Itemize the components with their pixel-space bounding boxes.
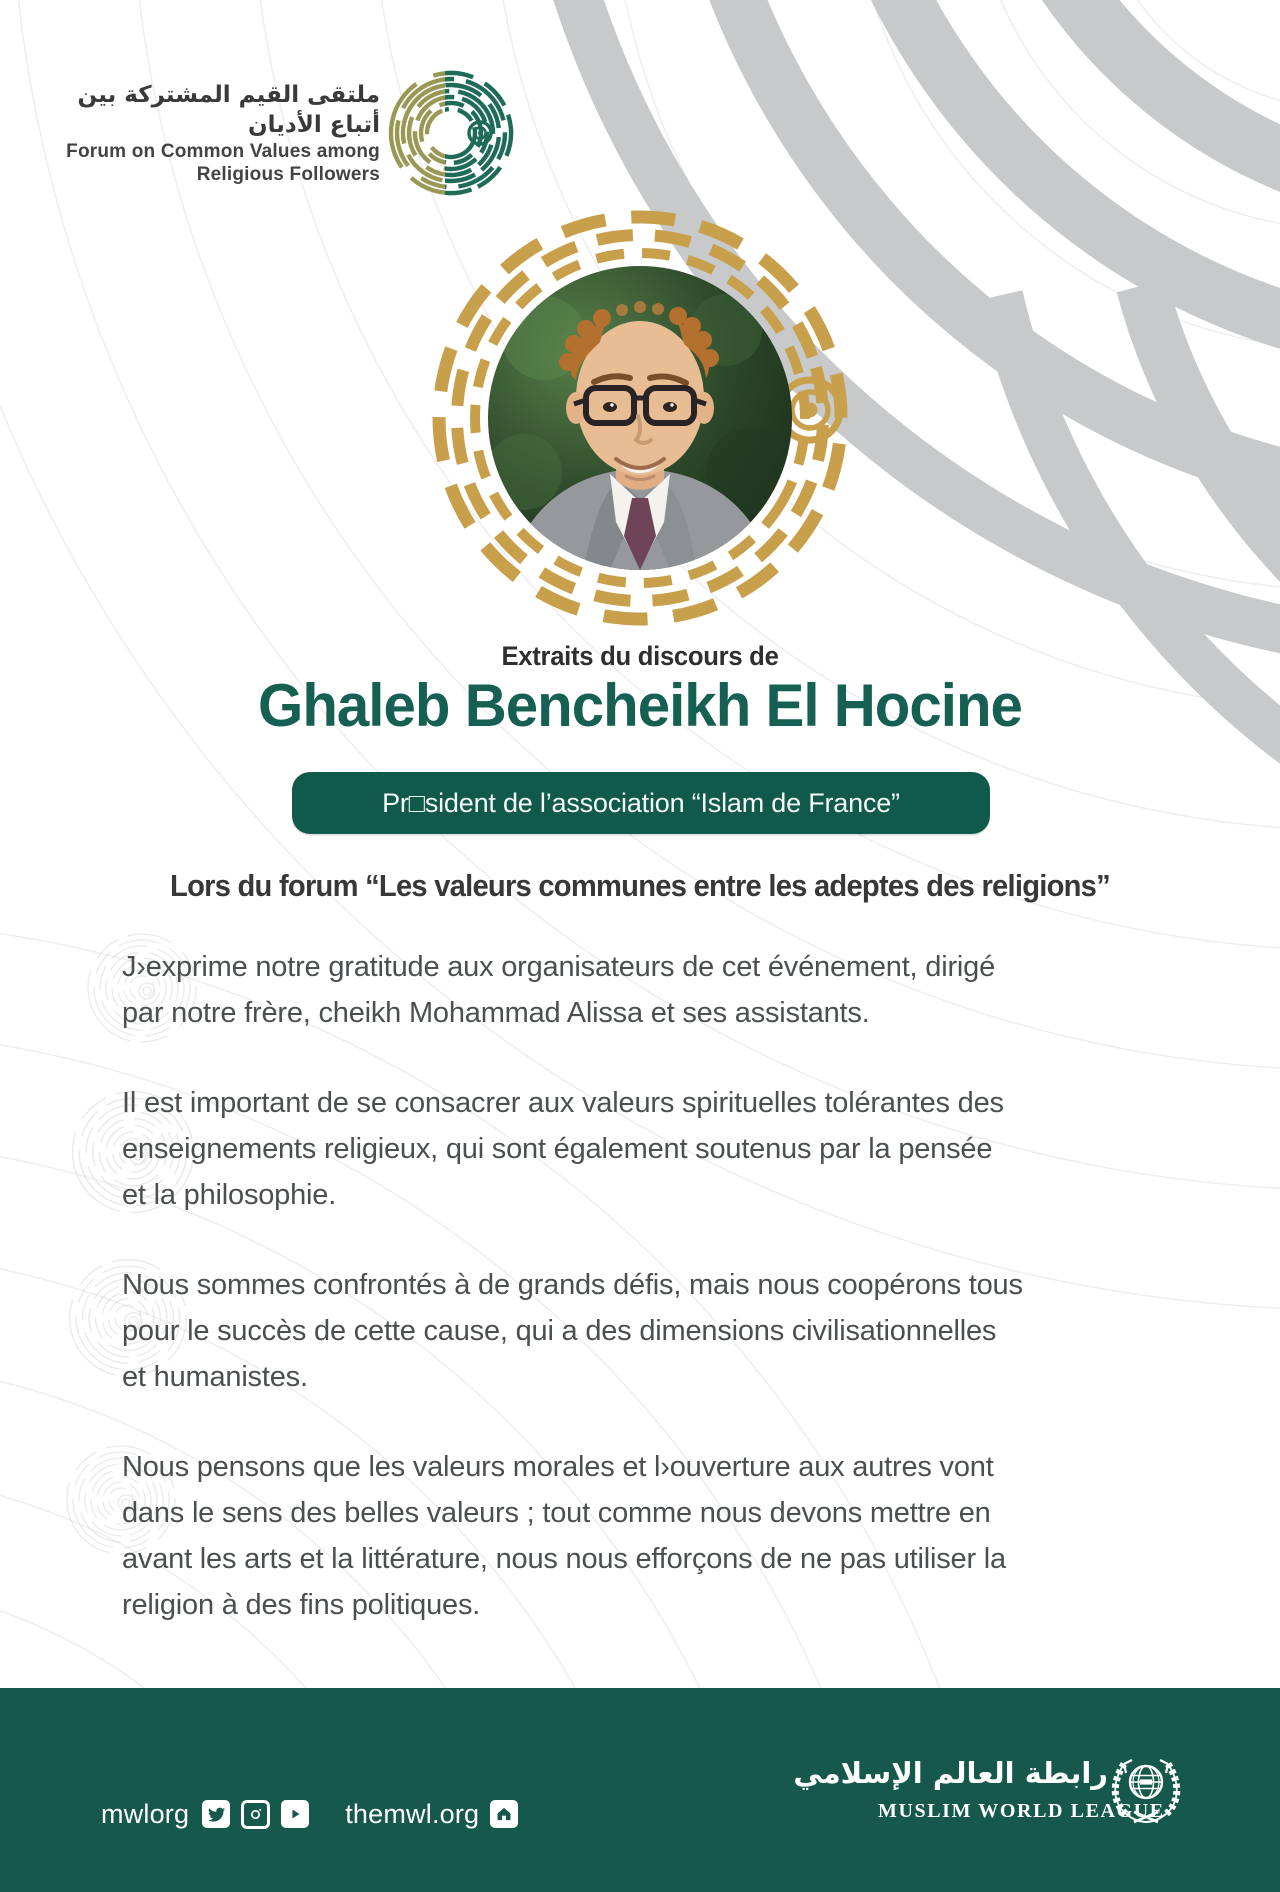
- mwl-name-english: MUSLIM WORLD LEAGUE: [878, 1800, 1165, 1822]
- forum-title-arabic: ملتقى القيم المشتركة بين أتباع الأديان: [77, 82, 380, 138]
- footer-social-row: [101, 1798, 518, 1830]
- home-icon[interactable]: [490, 1800, 518, 1828]
- social-handle[interactable]: mwlorg: [101, 1798, 190, 1829]
- forum-title-english-line2: Religious Followers: [196, 164, 380, 185]
- speaker-role-badge: Pr□sident de l’association “Islam de France”: [292, 772, 990, 834]
- speaker-name: Ghaleb Bencheikh El Hocine: [258, 672, 1022, 739]
- speech-paragraph: Nous sommes confrontés à de grands défis, mais nous coopérons tous pour le succès de cette cause, qui a des dimensions civilisationnelles et humanistes.: [122, 1269, 1023, 1393]
- forum-brand-text: [40, 80, 380, 186]
- kicker: Extraits du discours de: [501, 641, 779, 671]
- forum-headline: Lors du forum “Les valeurs communes entre les adeptes des religions”: [170, 868, 1110, 903]
- forum-logo-icon: [388, 70, 514, 196]
- speech-paragraph: J›exprime notre gratitude aux organisateurs de cet événement, dirigé par notre frère, cheikh Mohammad Alissa et ses assistants.: [122, 951, 995, 1029]
- twitter-icon[interactable]: [202, 1800, 230, 1828]
- speech-quotes: [122, 944, 1168, 1672]
- forum-title-english-line1: Forum on Common Values among: [66, 141, 380, 162]
- speech-paragraph: Il est important de se consacrer aux valeurs spirituelles tolérantes des enseignements religieux, qui sont également soutenus par la pensée et la philosophie.: [122, 1087, 1004, 1211]
- speaker-photo: [488, 266, 792, 570]
- website-link[interactable]: themwl.org: [345, 1798, 480, 1829]
- mwl-name-arabic: رابطة العالم الإسلامي: [793, 1756, 1108, 1790]
- portrait-illustration: [488, 266, 792, 570]
- instagram-icon[interactable]: [241, 1800, 270, 1829]
- footer: [0, 1688, 1280, 1892]
- mwl-wordmark: [793, 1750, 1165, 1823]
- youtube-icon[interactable]: [281, 1800, 309, 1828]
- mwl-emblem-icon: [1104, 1750, 1188, 1834]
- speech-paragraph: Nous pensons que les valeurs morales et l›ouverture aux autres vont dans le sens des belles valeurs ; tout comme nous devons mettre en avant les arts et la littérature, nous nous efforçons de ne pas utiliser la religion à des fins politiques.: [122, 1451, 1006, 1621]
